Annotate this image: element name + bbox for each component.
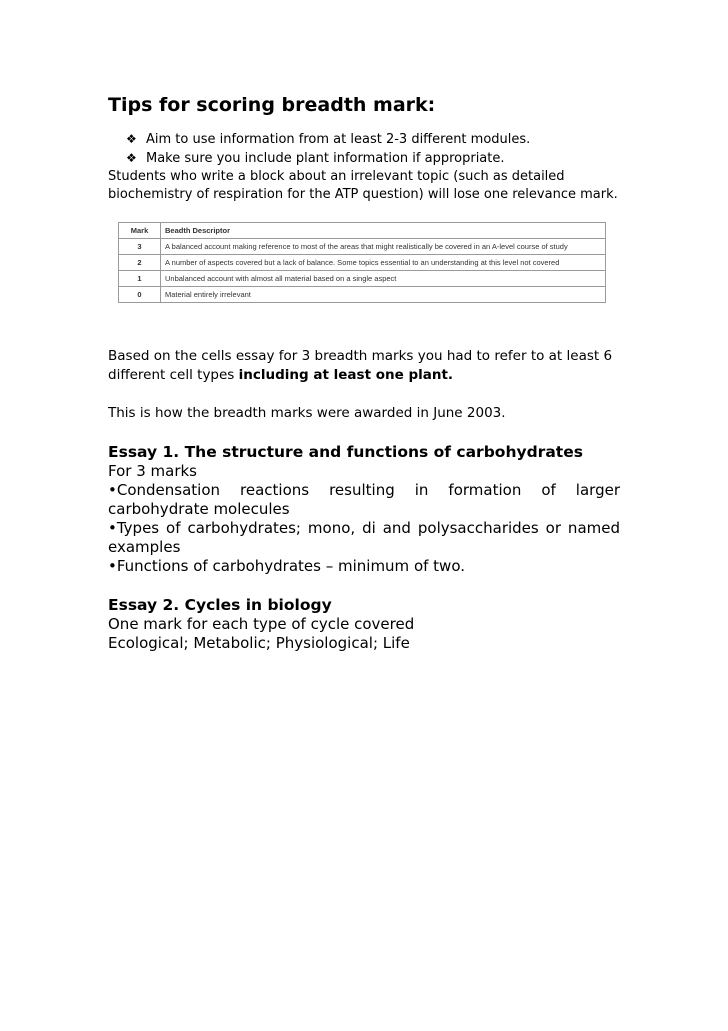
essay1-subtitle: For 3 marks (108, 462, 197, 480)
relevance-note: Students who write a block about an irrelevant topic (such as detailed biochemistry of respiration for the ATP question) will lose one relevance mark. (108, 169, 618, 202)
tip-text: Aim to use information from at least 2-3 different modules. (146, 132, 531, 147)
descriptor-cell: Unbalanced account with almost all material based on a single aspect (161, 271, 606, 287)
list-item (126, 149, 620, 168)
mark-cell: 2 (119, 255, 161, 271)
tips-list (108, 130, 620, 168)
cells-note (108, 347, 620, 385)
essay2-title: Essay 2. Cycles in biology (108, 596, 332, 614)
table-row (119, 255, 606, 271)
column-header-mark: Mark (119, 223, 161, 239)
table-row (119, 287, 606, 303)
descriptor-cell: A balanced account making reference to most of the areas that might realistically be covered in an A-level course of study (161, 239, 606, 255)
table-row (119, 271, 606, 287)
breadth-table-container (118, 222, 606, 303)
essay2-line: Ecological; Metabolic; Physiological; Life (108, 634, 410, 652)
column-header-descriptor: Beadth Descriptor (161, 223, 606, 239)
descriptor-cell: A number of aspects covered but a lack of balance. Some topics essential to an understanding at this level not covered (161, 255, 606, 271)
tip-text: Make sure you include plant information if appropriate. (146, 151, 505, 166)
page-title: Tips for scoring breadth mark: (108, 94, 436, 116)
cells-note-text: Based on the cells essay for 3 breadth marks you had to refer to at least 6 different cell types (108, 348, 613, 383)
diamond-bullet-icon: ❖ (126, 151, 137, 165)
table-row (119, 239, 606, 255)
essay1-point: •Condensation reactions resulting in formation of larger carbohydrate molecules (108, 481, 620, 518)
cells-note-bold: including at least one plant. (238, 367, 454, 383)
document-page (108, 94, 620, 653)
essay1-title: Essay 1. The structure and functions of carbohydrates (108, 443, 583, 461)
diamond-bullet-icon: ❖ (126, 132, 137, 146)
mark-cell: 3 (119, 239, 161, 255)
essay2-line: One mark for each type of cycle covered (108, 615, 415, 633)
descriptor-cell: Material entirely irrelevant (161, 287, 606, 303)
mark-cell: 0 (119, 287, 161, 303)
breadth-table (118, 222, 606, 303)
june-note: This is how the breadth marks were awarded in June 2003. (108, 405, 506, 421)
essay1-point: •Functions of carbohydrates – minimum of two. (108, 557, 465, 575)
list-item (126, 130, 620, 149)
essay1-point: •Types of carbohydrates; mono, di and polysaccharides or named examples (108, 519, 620, 556)
mark-cell: 1 (119, 271, 161, 287)
table-header-row (119, 223, 606, 239)
